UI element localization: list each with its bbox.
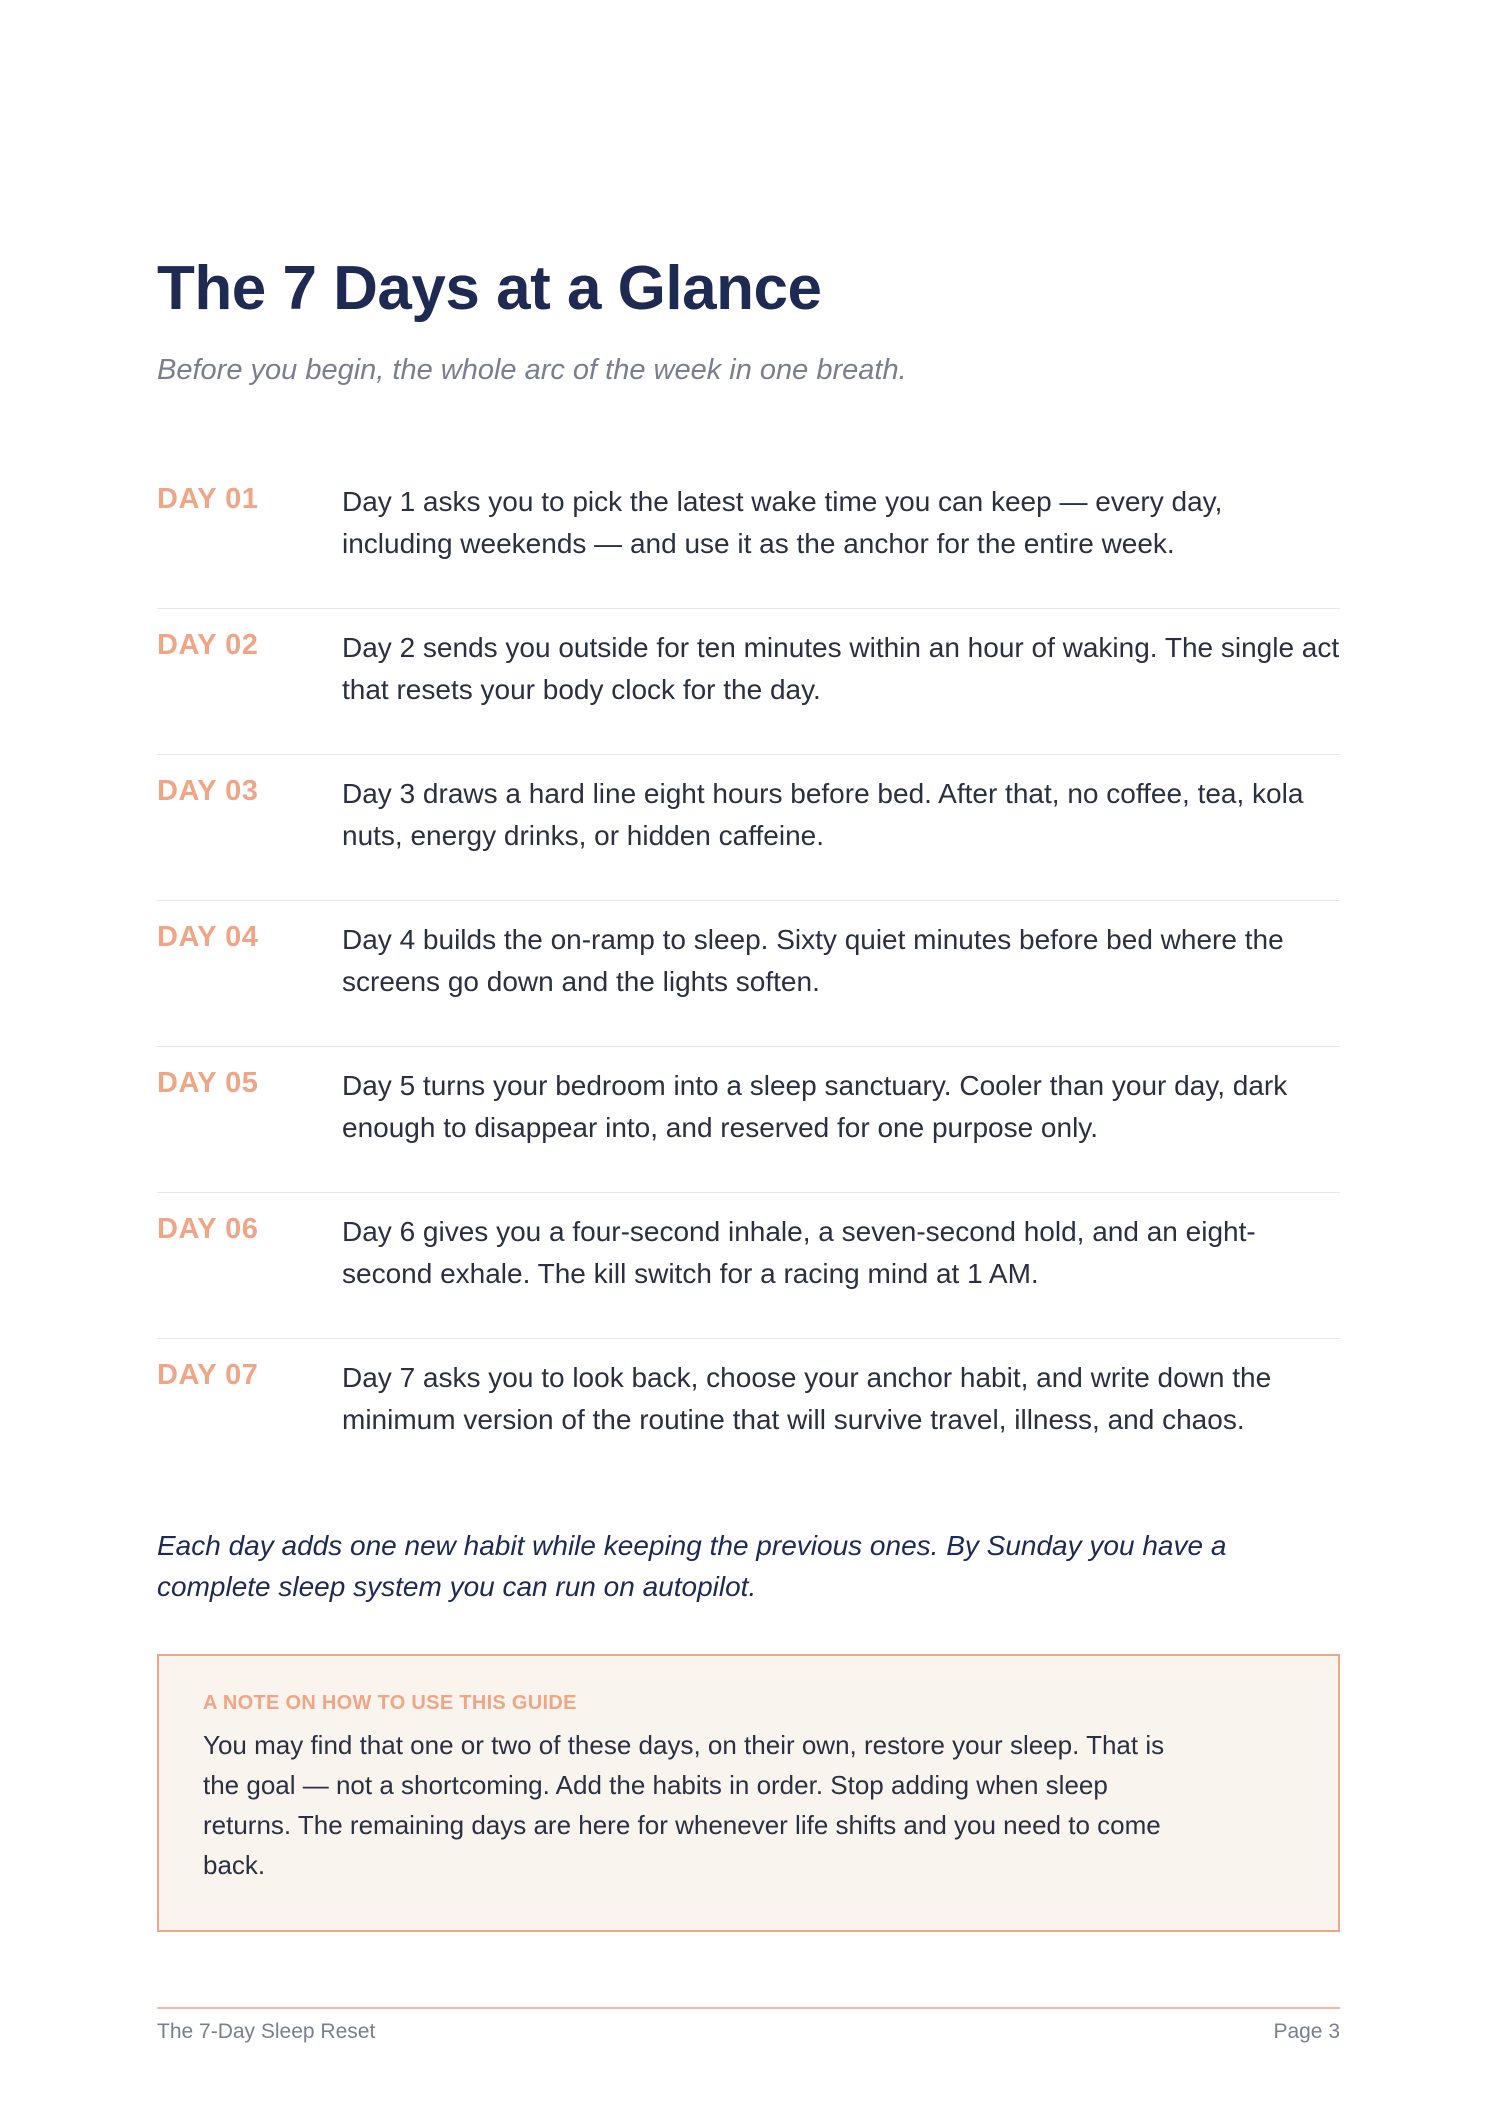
day-row (157, 901, 1340, 1047)
day-description: Day 7 asks you to look back, choose your anchor habit, and write down the minimum version of the routine that will survive travel, illness, and chaos. (342, 1362, 1272, 1435)
note-body: You may find that one or two of these days, on their own, restore your sleep. That is the goal — not a shortcoming. Add the habits in order. Stop adding when sleep returns. The remaining days are here for whenever life shifts and you need to come back. (203, 1730, 1165, 1880)
day-description: Day 2 sends you outside for ten minutes within an hour of waking. The single act that resets your body clock for the day. (342, 632, 1340, 705)
page-title: The 7 Days at a Glance (157, 254, 822, 323)
day-description: Day 4 builds the on-ramp to sleep. Sixty quiet minutes before bed where the screens go down and the lights soften. (342, 924, 1284, 997)
day-description: Day 3 draws a hard line eight hours before bed. After that, no coffee, tea, kola nuts, energy drinks, or hidden caffeine. (342, 778, 1304, 851)
day-row (157, 755, 1340, 901)
note-heading: A NOTE ON HOW TO USE THIS GUIDE (203, 1692, 577, 1714)
closing-statement: Each day adds one new habit while keeping the previous ones. By Sunday you have a complete sleep system you can run on autopilot. (157, 1530, 1227, 1602)
day-description: Day 6 gives you a four-second inhale, a seven-second hold, and an eight-second exhale. The kill switch for a racing mind at 1 AM. (342, 1216, 1256, 1289)
day-label: DAY 05 (157, 1067, 259, 1099)
footer-document-title: The 7-Day Sleep Reset (157, 2020, 376, 2043)
usage-note-box (157, 1654, 1340, 1932)
day-row (157, 463, 1340, 609)
day-label: DAY 03 (157, 775, 259, 807)
footer-divider (157, 2007, 1340, 2009)
day-description: Day 1 asks you to pick the latest wake time you can keep — every day, including weekends — and use it as the anchor for the entire week. (342, 486, 1223, 559)
day-row (157, 609, 1340, 755)
day-row (157, 1047, 1340, 1193)
day-label: DAY 04 (157, 921, 259, 953)
day-row (157, 1339, 1340, 1485)
footer-page-number: Page 3 (1273, 2020, 1340, 2043)
day-label: DAY 07 (157, 1359, 259, 1391)
document-page (157, 0, 1340, 2105)
day-label: DAY 06 (157, 1213, 259, 1245)
day-label: DAY 02 (157, 629, 259, 661)
days-list (157, 463, 1340, 1485)
page-subtitle: Before you begin, the whole arc of the week in one breath. (157, 354, 907, 386)
day-label: DAY 01 (157, 483, 259, 515)
day-description: Day 5 turns your bedroom into a sleep sanctuary. Cooler than your day, dark enough to disappear into, and reserved for one purpose only. (342, 1070, 1288, 1143)
day-row (157, 1193, 1340, 1339)
